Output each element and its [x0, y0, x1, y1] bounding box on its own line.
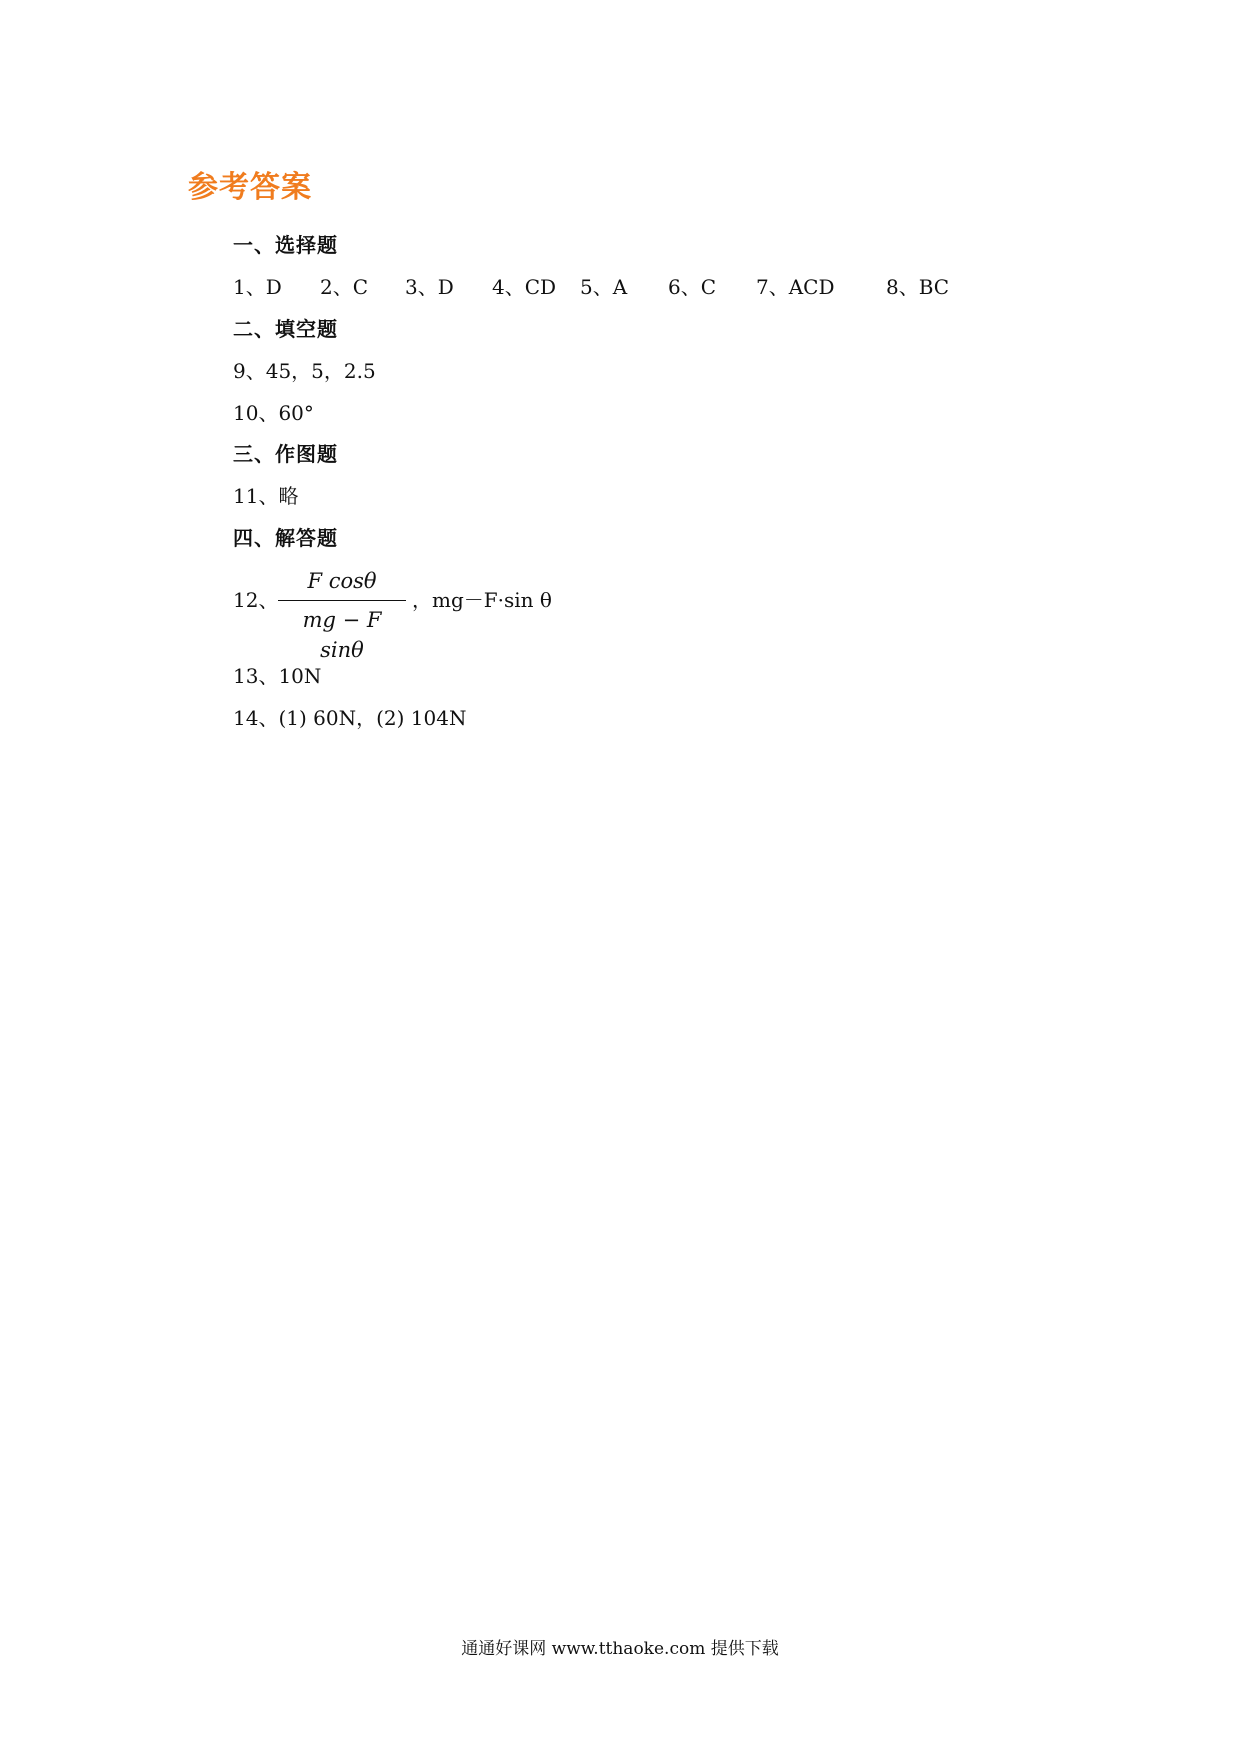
answer-line: 13、10N: [233, 664, 322, 688]
section-heading-drawing: 三、作图题: [233, 442, 338, 466]
choice-answer: 8、BC: [886, 275, 950, 299]
section-heading-choice: 一、选择题: [233, 233, 338, 257]
fraction-denominator: mg − F sinθ: [302, 608, 382, 662]
choice-answer: 7、ACD: [756, 275, 835, 299]
fraction-bar: [278, 600, 406, 601]
page-title: 参考答案: [188, 170, 312, 205]
footer-text: 通通好课网 www.tthaoke.com 提供下载: [461, 1639, 779, 1659]
answer-12-fraction: [278, 566, 406, 662]
choice-answer: 1、D: [233, 275, 282, 299]
choice-answer: 3、D: [405, 275, 454, 299]
answer-line: 11、略: [233, 484, 299, 508]
choice-answer: 5、A: [580, 275, 628, 299]
answer-line: 9、45，5，2.5: [233, 359, 376, 383]
answer-12-tail: ，mg－F·sin θ: [412, 588, 552, 612]
section-heading-solve: 四、解答题: [233, 526, 338, 550]
choice-answer: 6、C: [668, 275, 717, 299]
fraction-numerator: F cosθ: [307, 569, 377, 593]
choice-answer: 4、CD: [492, 275, 557, 299]
section-heading-fill: 二、填空题: [233, 317, 338, 341]
answer-line: 10、60°: [233, 401, 314, 425]
choice-answer: 2、C: [320, 275, 369, 299]
answer-12-number: 12、: [233, 588, 279, 612]
answer-line: 14、(1) 60N，(2) 104N: [233, 706, 467, 730]
